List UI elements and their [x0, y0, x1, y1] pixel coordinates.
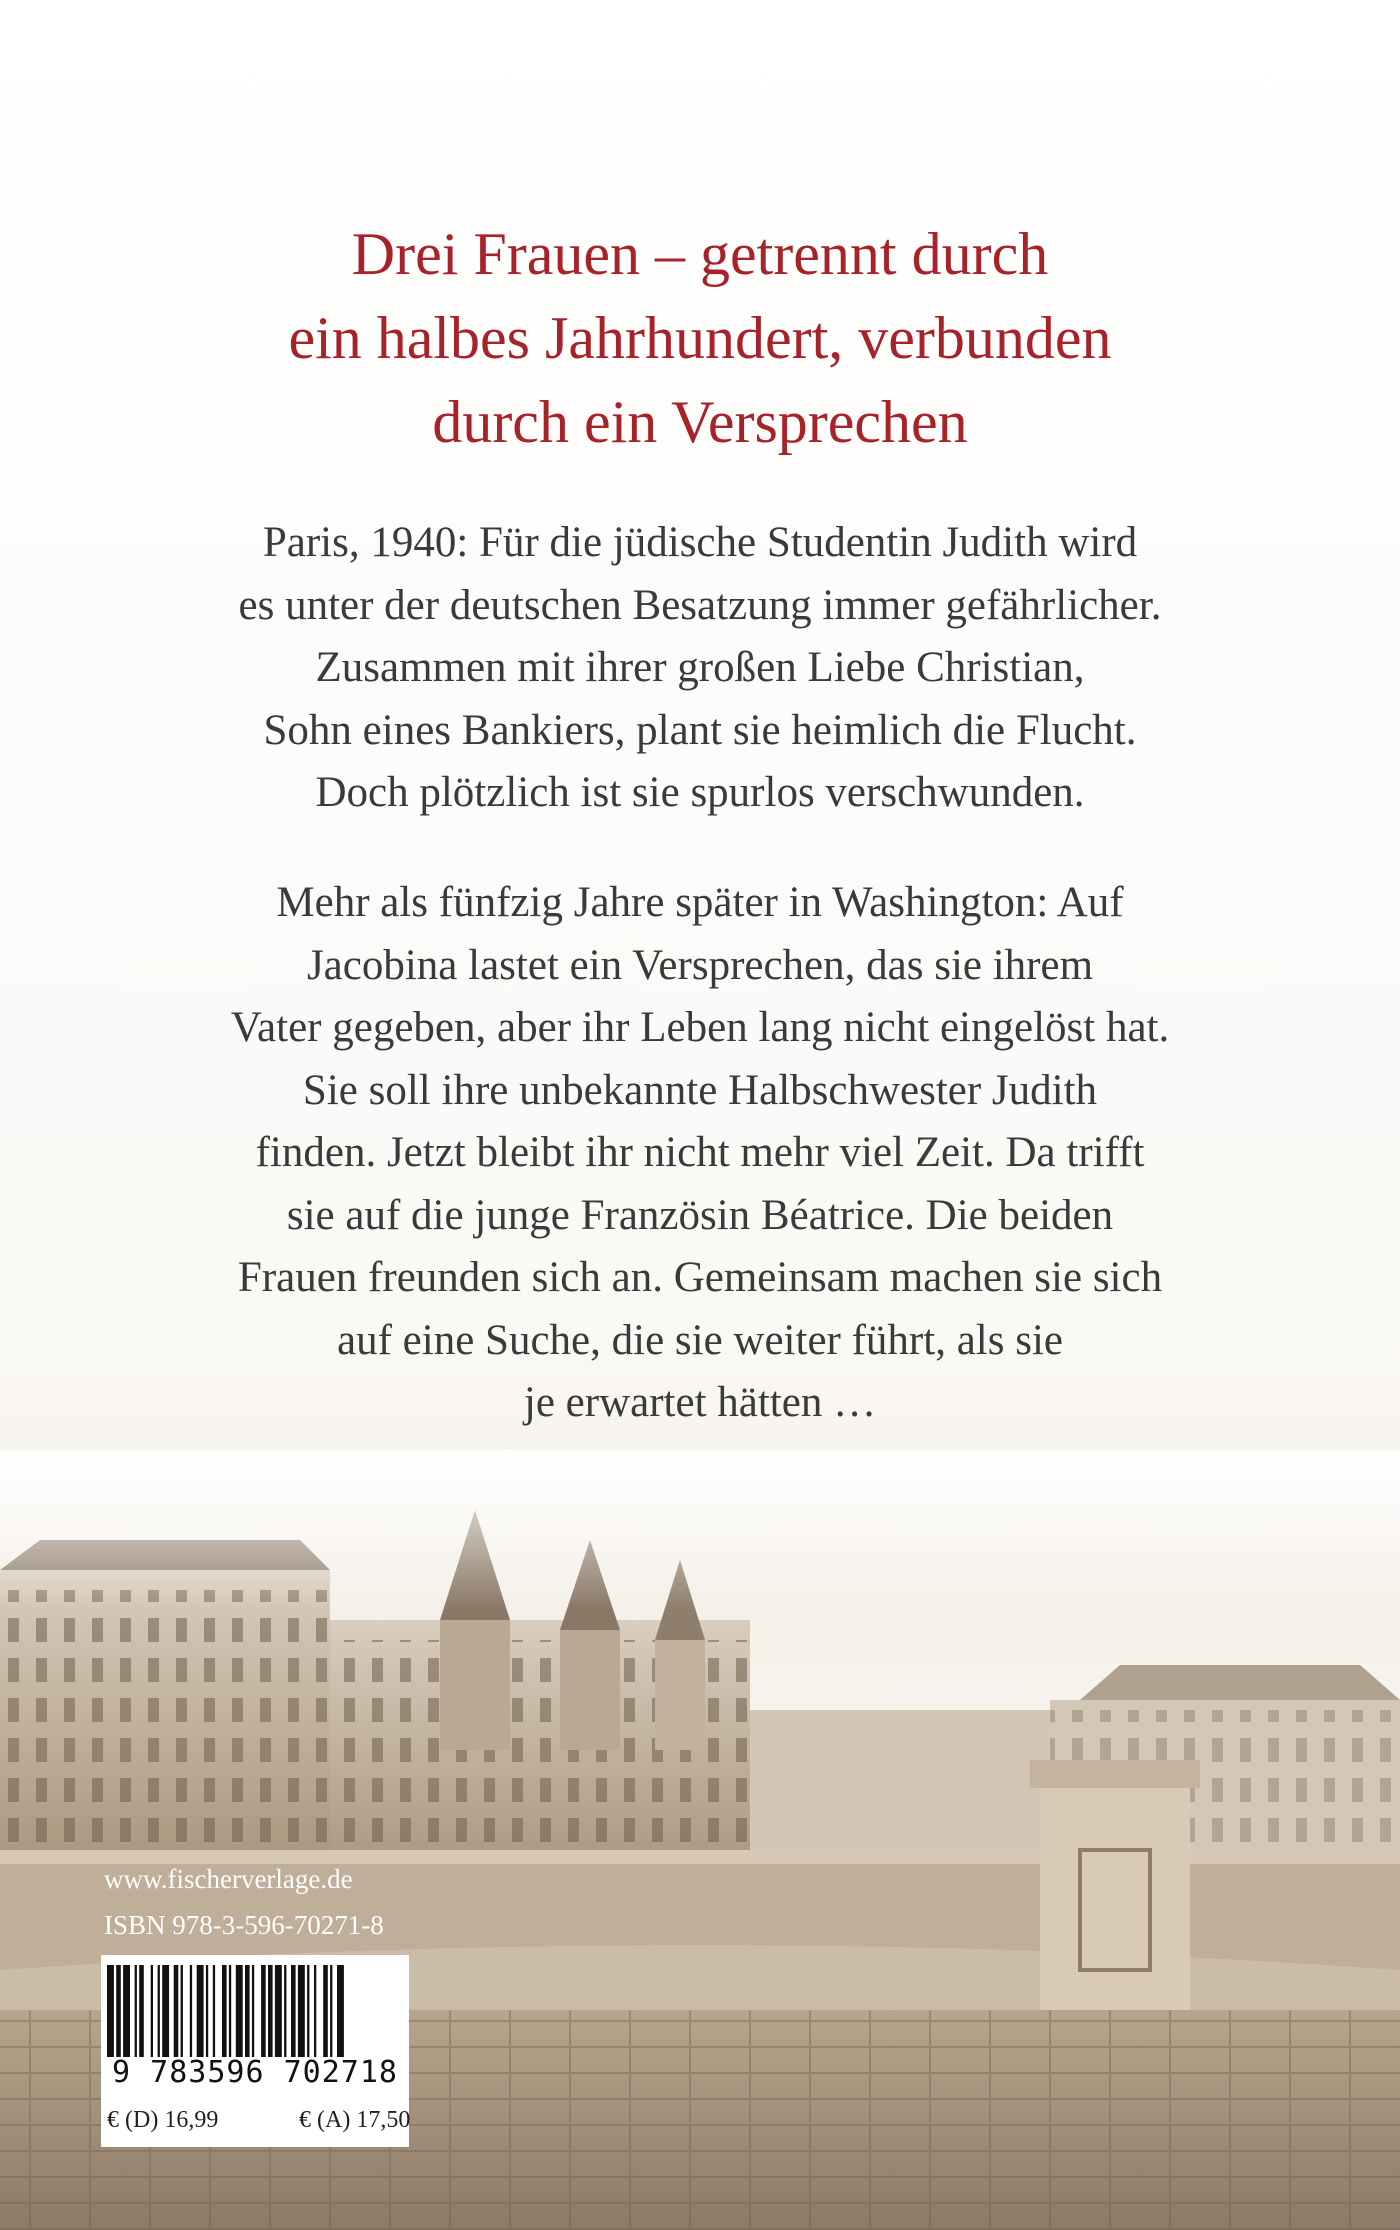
- barcode-bar: [135, 1965, 137, 2057]
- barcode-bar: [291, 1965, 296, 2057]
- barcode-bar: [162, 1965, 169, 2057]
- barcode-bar: [236, 1965, 243, 2057]
- blurb-line: Jacobina lastet ein Versprechen, das sie ihrem: [306, 941, 1094, 989]
- barcode-bar: [107, 1965, 114, 2057]
- barcode-bar: [158, 1965, 160, 2057]
- barcode: [101, 1955, 409, 2095]
- tagline-line: Drei Frauen – getrennt durch: [351, 221, 1049, 287]
- barcode-bar: [229, 1965, 231, 2057]
- barcode-bar: [151, 1965, 153, 2057]
- barcode-bar: [275, 1965, 282, 2057]
- barcode-bar: [213, 1965, 215, 2057]
- price-box: [101, 2095, 409, 2147]
- barcode-bar: [245, 1965, 250, 2057]
- barcode-bars: [107, 1965, 403, 2057]
- barcode-bar: [323, 1965, 328, 2057]
- barcode-bar: [330, 1965, 332, 2057]
- blurb-line: Doch plötzlich ist sie spurlos verschwunden.: [315, 769, 1085, 816]
- barcode-bar: [206, 1965, 208, 2057]
- blurb-line: Vater gegeben, aber ihr Leben lang nicht eingelöst hat.: [230, 1004, 1170, 1051]
- barcode-bar: [123, 1965, 130, 2057]
- barcode-bar: [284, 1965, 286, 2057]
- barcode-bar: [222, 1965, 227, 2057]
- barcode-bar: [116, 1965, 121, 2057]
- blurb-line: Frauen freunden sich an. Gemeinsam machen sie sich: [237, 1254, 1163, 1301]
- blurb-line: Sohn eines Bankiers, plant sie heimlich die Flucht.: [263, 706, 1137, 754]
- barcode-bar: [139, 1965, 144, 2057]
- barcode-digits: 9 783596 702718: [112, 2055, 398, 2090]
- barcode-bar: [252, 1965, 254, 2057]
- blurb-paragraph-2: [0, 872, 1400, 1435]
- barcode-bar: [298, 1965, 305, 2057]
- blurb-paragraph-1: [0, 512, 1400, 825]
- tagline-line: ein halbes Jahrhundert, verbunden: [288, 305, 1112, 371]
- barcode-bar: [307, 1965, 309, 2057]
- tagline-line: durch ein Versprechen: [432, 389, 968, 455]
- barcode-bar: [314, 1965, 316, 2057]
- blurb-line: es unter der deutschen Besatzung immer gefährlicher.: [238, 581, 1162, 629]
- barcode-bar: [197, 1965, 204, 2057]
- blurb-line: Sie soll ihre unbekannte Halbschwester Judith: [302, 1066, 1098, 1114]
- barcode-bar: [337, 1965, 344, 2057]
- publisher-website: www.fischerverlage.de: [104, 1864, 353, 1894]
- barcode-bar: [190, 1965, 192, 2057]
- blurb-line: Paris, 1940: Für die jüdische Studentin Judith wird: [262, 519, 1138, 566]
- blurb-line: sie auf die junge Französin Béatrice. Die beiden: [286, 1191, 1114, 1239]
- blurb-line: finden. Jetzt bleibt ihr nicht mehr viel Zeit. Da trifft: [255, 1129, 1145, 1176]
- blurb-line: je erwartet hätten …: [523, 1379, 877, 1426]
- barcode-bar: [181, 1965, 183, 2057]
- barcode-bar: [268, 1965, 273, 2057]
- blurb-line: auf eine Suche, die sie weiter führt, als sie: [337, 1316, 1063, 1364]
- barcode-bar: [261, 1965, 266, 2057]
- tagline: [0, 212, 1400, 464]
- barcode-bar: [174, 1965, 179, 2057]
- price-austria: € (A) 17,50: [299, 2107, 411, 2133]
- blurb-line: Zusammen mit ihrer großen Liebe Christian,: [315, 644, 1085, 691]
- blurb-line: Mehr als fünfzig Jahre später in Washington: Auf: [276, 879, 1124, 926]
- isbn-number: ISBN 978-3-596-70271-8: [104, 1910, 384, 1940]
- price-germany: € (D) 16,99: [107, 2107, 219, 2133]
